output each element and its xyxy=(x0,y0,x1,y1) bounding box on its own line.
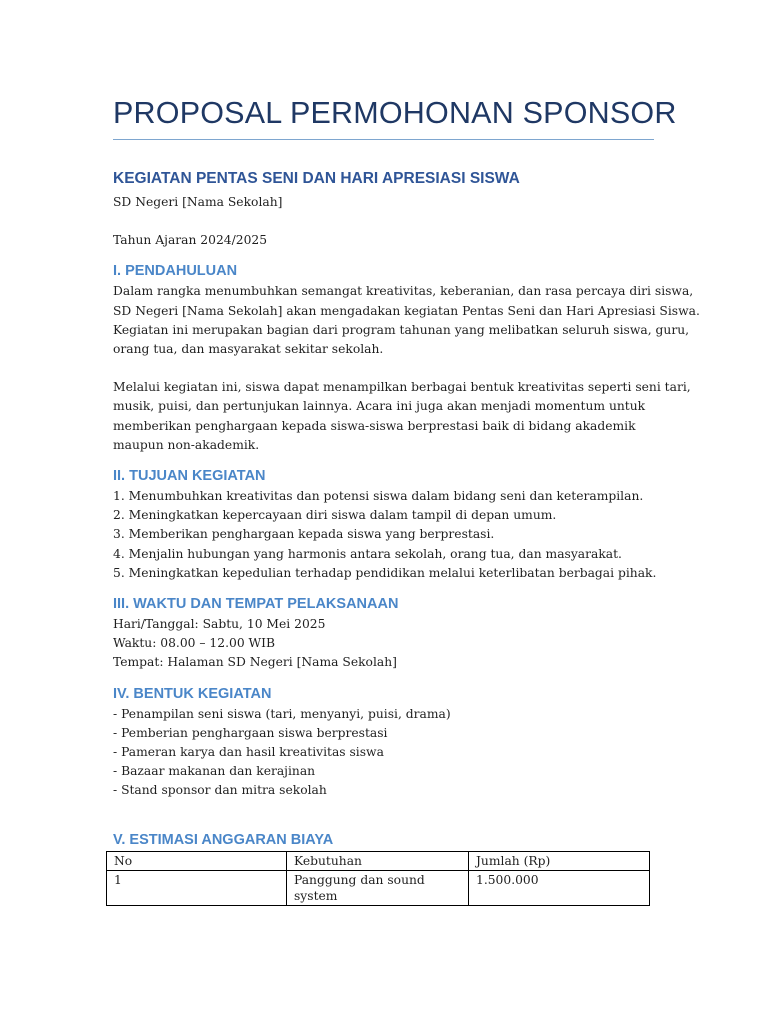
list-item: 3. Memberikan penghargaan kepada siswa yang berprestasi. xyxy=(113,527,495,542)
document-title: PROPOSAL PERMOHONAN SPONSOR xyxy=(113,96,677,130)
table-row xyxy=(107,870,650,905)
header-amount: Jumlah (Rp) xyxy=(469,851,650,870)
activities-heading: IV. BENTUK KEGIATAN xyxy=(113,685,272,702)
school-name: SD Negeri [Nama Sekolah] xyxy=(113,195,283,209)
event-subtitle: KEGIATAN PENTAS SENI DAN HARI APRESIASI SISWA xyxy=(113,170,520,187)
intro-paragraph-1 xyxy=(113,282,700,359)
table-header-row xyxy=(107,851,650,870)
budget-heading: V. ESTIMASI ANGGARAN BIAYA xyxy=(113,831,334,848)
intro-heading: I. PENDAHULUAN xyxy=(113,263,238,280)
paragraph-line: orang tua, dan masyarakat sekitar sekolah. xyxy=(113,342,384,357)
schedule-place: Tempat: Halaman SD Negeri [Nama Sekolah] xyxy=(113,655,397,670)
goals-heading: II. TUJUAN KEGIATAN xyxy=(113,468,266,485)
budget-table xyxy=(106,851,650,906)
list-item: 4. Menjalin hubungan yang harmonis antara sekolah, orang tua, dan masyarakat. xyxy=(113,546,622,561)
schedule-time: Waktu: 08.00 – 12.00 WIB xyxy=(113,636,276,651)
goals-list xyxy=(113,487,658,583)
paragraph-line: Melalui kegiatan ini, siswa dapat menampilkan berbagai bentuk kreativitas seperti seni tari, xyxy=(113,380,691,395)
title-divider xyxy=(113,139,654,140)
list-item: - Stand sponsor dan mitra sekolah xyxy=(113,783,327,798)
paragraph-line: maupun non-akademik. xyxy=(113,437,260,452)
list-item: 2. Meningkatkan kepercayaan diri siswa dalam tampil di depan umum. xyxy=(113,508,557,523)
document-body xyxy=(113,170,700,906)
header-need: Kebutuhan xyxy=(287,851,469,870)
list-item: 5. Meningkatkan kepedulian terhadap pendidikan melalui keterlibatan berbagai pihak. xyxy=(113,565,657,580)
list-item: - Penampilan seni siswa (tari, menyanyi, puisi, drama) xyxy=(113,706,451,721)
list-item: - Bazaar makanan dan kerajinan xyxy=(113,764,316,779)
paragraph-line: SD Negeri [Nama Sekolah] akan mengadakan kegiatan Pentas Seni dan Hari Apresiasi Siswa. xyxy=(113,303,700,318)
cell-no: 1 xyxy=(107,870,287,905)
paragraph-line: Kegiatan ini merupakan bagian dari program tahunan yang melibatkan seluruh siswa, guru, xyxy=(113,322,690,337)
schedule-list xyxy=(113,615,658,673)
schedule-heading: III. WAKTU DAN TEMPAT PELAKSANAAN xyxy=(113,596,399,613)
list-item: - Pemberian penghargaan siswa berprestasi xyxy=(113,725,388,740)
cell-need: Panggung dan sound system xyxy=(287,870,469,905)
intro-paragraph-2 xyxy=(113,378,691,455)
header-no: No xyxy=(107,851,287,870)
cell-amount: 1.500.000 xyxy=(469,870,650,905)
academic-year: Tahun Ajaran 2024/2025 xyxy=(113,233,268,248)
activities-list xyxy=(113,705,658,801)
paragraph-line: Dalam rangka menumbuhkan semangat kreativitas, keberanian, dan rasa percaya diri siswa, xyxy=(113,284,694,299)
schedule-date: Hari/Tanggal: Sabtu, 10 Mei 2025 xyxy=(113,617,326,632)
list-item: - Pameran karya dan hasil kreativitas siswa xyxy=(113,745,384,760)
paragraph-line: memberikan penghargaan kepada siswa-siswa berprestasi baik di bidang akademik xyxy=(113,418,636,433)
paragraph-line: musik, puisi, dan pertunjukan lainnya. Acara ini juga akan menjadi momentum untuk xyxy=(113,399,646,414)
list-item: 1. Menumbuhkan kreativitas dan potensi siswa dalam bidang seni dan keterampilan. xyxy=(113,489,644,504)
